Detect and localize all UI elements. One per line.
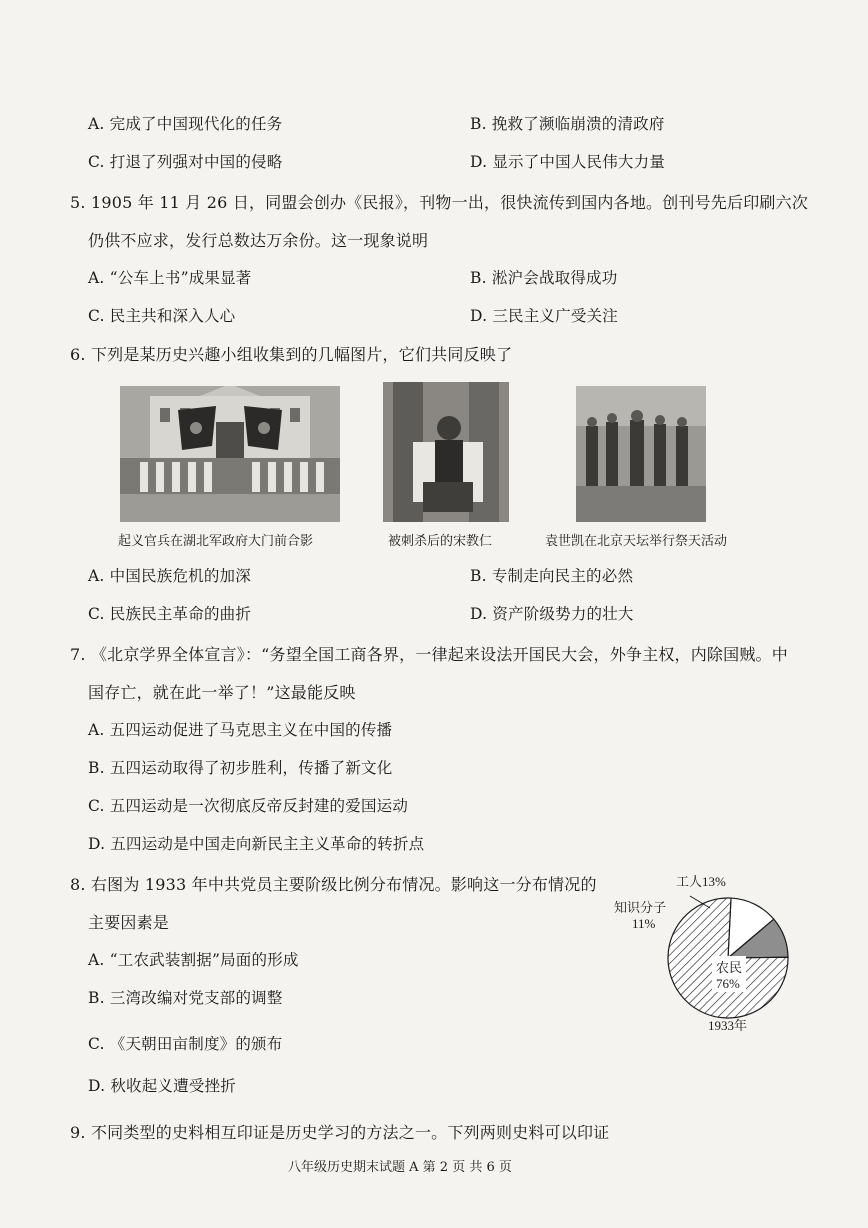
- q8-option-d: D. 秋收起义遭受挫折: [88, 1077, 236, 1095]
- worker-slice-label: 工人13%: [676, 874, 726, 889]
- q6-stem: 6. 下列是某历史兴趣小组收集到的几幅图片，它们共同反映了: [70, 345, 513, 364]
- caption-photo-2: 被刺杀后的宋教仁: [388, 534, 493, 549]
- caption-photo-1: 起义官兵在湖北军政府大门前合影: [118, 534, 314, 549]
- caption-photo-3: 袁世凯在北京天坛举行祭天活动: [545, 534, 728, 549]
- photo-yuan-drawing: [576, 386, 706, 522]
- peasant-slice-percent: 76%: [716, 976, 740, 991]
- q7-option-a: A. 五四运动促进了马克思主义在中国的传播: [88, 721, 393, 739]
- q7-stem-line1: 7. 《北京学界全体宣言》：“务望全国工商各界，一律起来设法开国民大会，外争主权，内除国贼。中: [70, 645, 788, 664]
- page-footer: 八年级历史期末试题 A 第 2 页 共 6 页: [288, 1160, 512, 1175]
- q5-option-c: C. 民主共和深入人心: [88, 307, 236, 325]
- q8-stem-line2: 主要因素是: [88, 913, 170, 932]
- pie-chart-title: 1933年: [708, 1018, 748, 1033]
- q9-stem-line1: 9. 不同类型的史料相互印证是历史学习的方法之一。下列两则史料可以印证: [70, 1123, 610, 1142]
- peasant-slice-label: 农民: [716, 960, 743, 975]
- q4-option-a: A. 完成了中国现代化的任务: [88, 115, 283, 133]
- q8-option-a: A. “工农武装割据”局面的形成: [88, 951, 299, 969]
- photo-song-drawing: [383, 382, 509, 522]
- intellectual-slice-percent: 11%: [632, 916, 656, 931]
- q4-option-c: C. 打退了列强对中国的侵略: [88, 153, 283, 171]
- photo-song-jiaoren: [383, 382, 509, 522]
- q7-option-c: C. 五四运动是一次彻底反帝反封建的爱国运动: [88, 797, 409, 815]
- q5-stem-line1: 5. 1905 年 11 月 26 日，同盟会创办《民报》，刊物一出，很快流传到国内各地。创刊号先后印刷六次: [70, 193, 809, 212]
- q6-option-d: D. 资产阶级势力的壮大: [470, 605, 634, 623]
- q7-stem-line2: 国存亡，就在此一举了！”这最能反映: [88, 683, 356, 702]
- q7-option-d: D. 五四运动是中国走向新民主主义革命的转折点: [88, 835, 425, 853]
- q5-option-d: D. 三民主义广受关注: [470, 307, 618, 325]
- q7-option-b: B. 五四运动取得了初步胜利，传播了新文化: [88, 759, 393, 777]
- q6-option-c: C. 民族民主革命的曲折: [88, 605, 252, 623]
- party-member-class-pie-chart: [612, 868, 812, 1040]
- q5-stem-line2: 仍供不应求，发行总数达万余份。这一现象说明: [88, 231, 429, 250]
- photo-hubei-drawing: [120, 386, 340, 522]
- q8-stem-line1: 8. 右图为 1933 年中共党员主要阶级比例分布情况。影响这一分布情况的: [70, 875, 597, 894]
- intellectual-slice-label: 知识分子: [614, 900, 667, 915]
- photo-hubei-military-government: [120, 386, 340, 522]
- q5-option-b: B. 淞沪会战取得成功: [470, 269, 618, 287]
- q4-option-d: D. 显示了中国人民伟大力量: [470, 153, 666, 171]
- q4-option-b: B. 挽救了濒临崩溃的清政府: [470, 115, 665, 133]
- q5-option-a: A. “公车上书”成果显著: [88, 269, 252, 287]
- q6-option-a: A. 中国民族危机的加深: [88, 567, 251, 585]
- q8-option-b: B. 三湾改编对党支部的调整: [88, 989, 283, 1007]
- q6-option-b: B. 专制走向民主的必然: [470, 567, 634, 585]
- photo-yuan-shikai-temple: [576, 386, 706, 522]
- q8-option-c: C. 《天朝田亩制度》的颁布: [88, 1035, 283, 1053]
